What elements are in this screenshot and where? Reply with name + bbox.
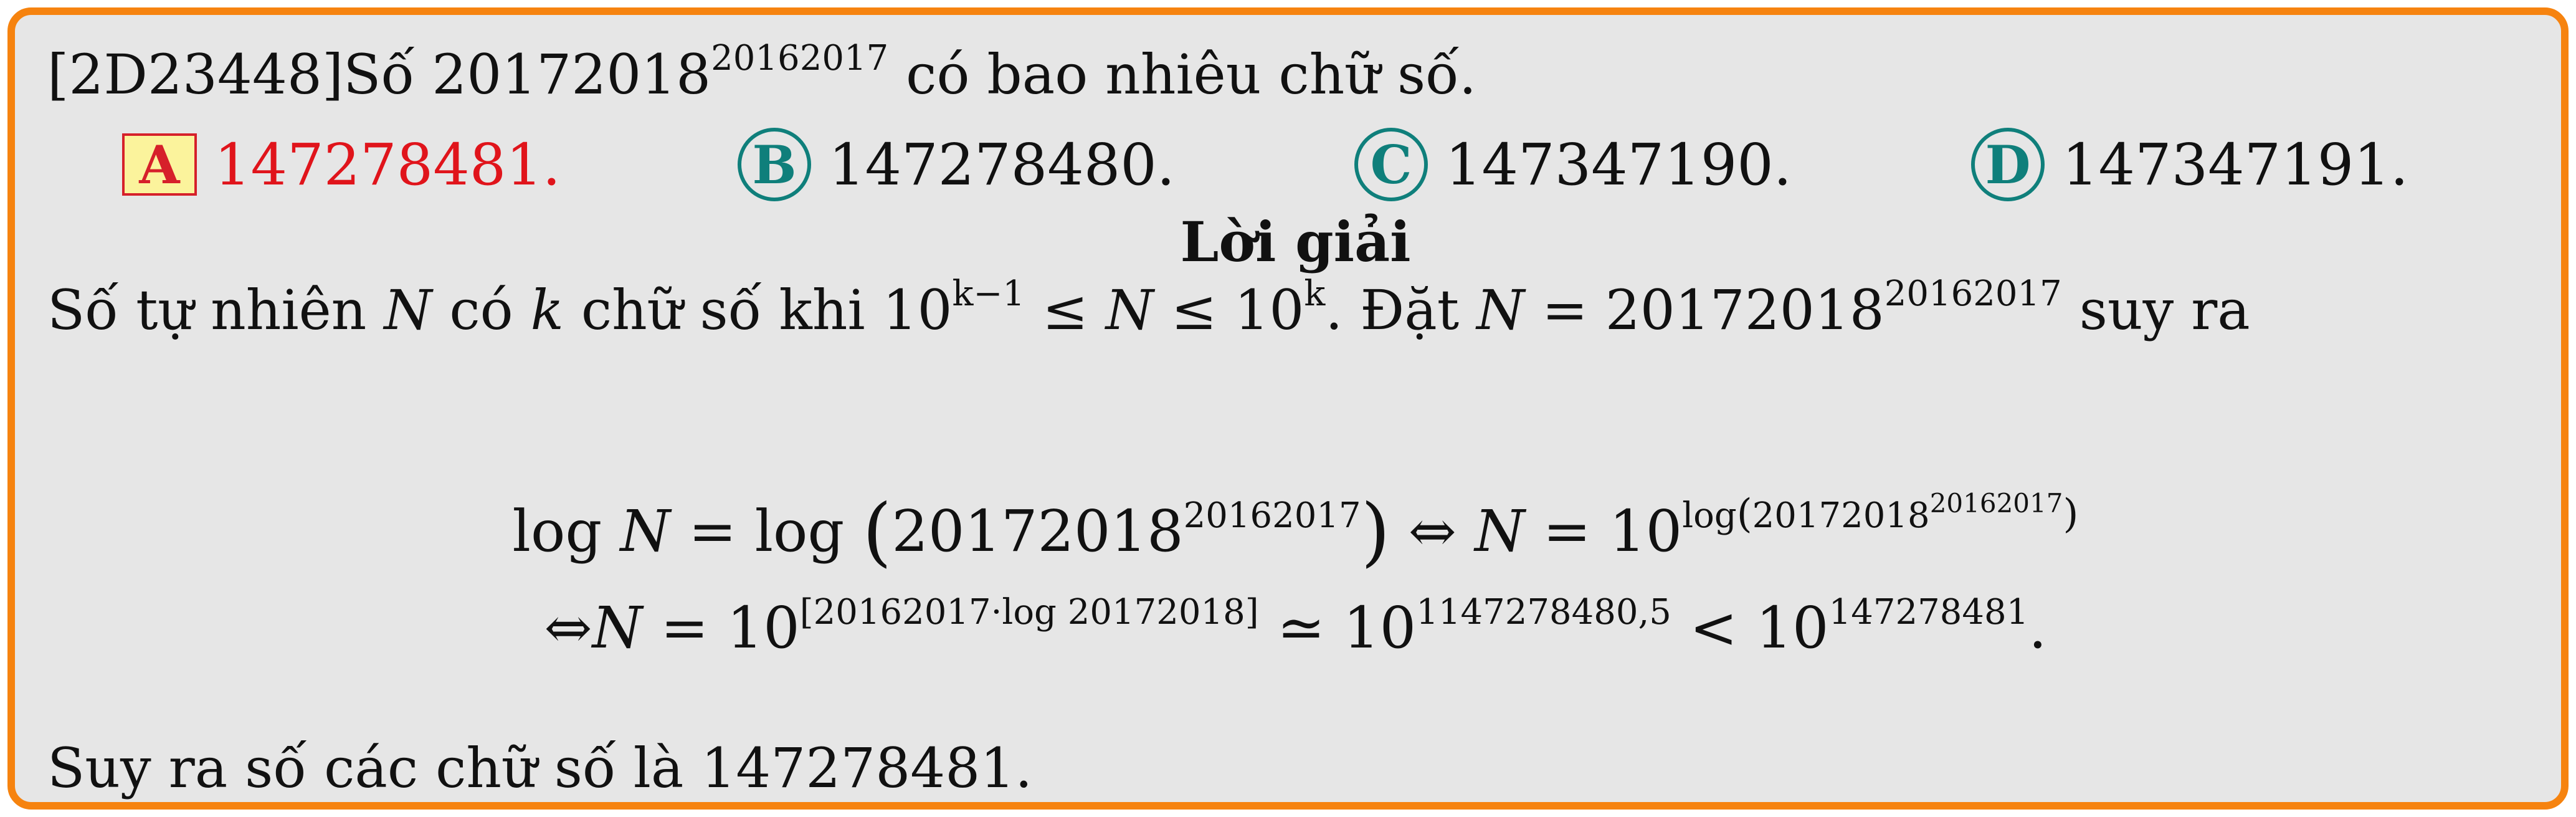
option-d[interactable] xyxy=(1971,127,2408,202)
option-b-badge: B xyxy=(738,128,811,201)
question-exponent: 20162017 xyxy=(711,38,889,79)
option-c[interactable] xyxy=(1354,127,1792,202)
option-d-badge: D xyxy=(1971,128,2045,201)
option-b[interactable] xyxy=(738,127,1175,202)
solution-intro: Số tự nhiên N có k chữ số khi $10^{k-1} \le N \le 10^k$. Đặt $N = 20172018^{20162017}$ suy ra xyxy=(47,274,2250,342)
option-c-badge: C xyxy=(1354,128,1428,201)
equation-1: $\log N = \log (20172018^{20162017})$ ⇔ $N = 10^{log(20172018^{20162017})}$ xyxy=(512,488,2079,575)
option-a-badge: A xyxy=(122,133,197,196)
option-a-value: 147278481. xyxy=(214,131,561,198)
solution-title: Lời giải xyxy=(1180,209,1411,274)
question-text: [2D23448]Số $20172018^{20162017}$ có bao nhiêu chữ số. xyxy=(47,38,1476,107)
option-c-value: 147347190. xyxy=(1445,131,1792,198)
option-b-value: 147278480. xyxy=(829,131,1176,198)
equation-2: ⇔N = 10[20162017·log 20172018] ≃ $10^{1147278480,5} < 10^{147278481}$. xyxy=(544,592,2047,661)
question-card xyxy=(7,7,2569,810)
question-code: [2D23448] xyxy=(47,42,344,107)
option-a[interactable] xyxy=(122,127,561,202)
solution-conclusion: Suy ra số các chữ số là 147278481. xyxy=(47,736,1033,800)
option-d-value: 147347191. xyxy=(2062,131,2409,198)
